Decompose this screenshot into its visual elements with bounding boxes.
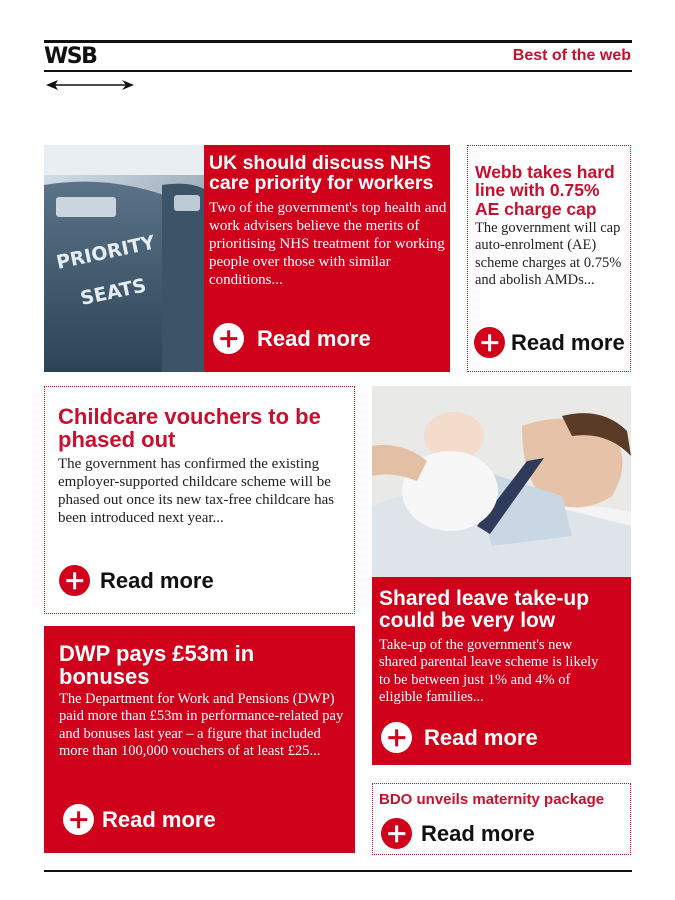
read-more-button[interactable] [381,818,535,849]
article-card-webb [467,145,631,372]
read-more-label: Read more [511,329,625,355]
image-text-seats: SEATS [78,274,149,310]
article-summary: The government has confirmed the existing employer-supported childcare scheme will be phased out once its new tax-free childcare has been introduced next year... [58,456,335,526]
article-title[interactable]: Childcare vouchers to be phased out [58,404,321,453]
arrow-icon [44,78,136,92]
read-more-label: Read more [102,806,216,832]
article-title[interactable]: BDO unveils maternity package [379,791,605,808]
read-more-button[interactable] [213,323,371,354]
read-more-button[interactable] [59,565,214,596]
plus-icon [63,804,94,835]
article-title[interactable]: Shared leave take-up could be very low [379,587,590,633]
header-bottom-rule [44,70,632,72]
plus-icon [381,818,412,849]
article-summary: Take-up of the government's new shared parental leave scheme is likely to be between just 1% and 4% of eligible families... [379,637,599,706]
article-card-bdo [372,783,631,855]
read-more-label: Read more [100,567,214,593]
header-top-rule [44,40,632,43]
priority-seats-image[interactable] [44,145,204,372]
read-more-label: Read more [424,724,538,750]
plus-icon [474,327,505,358]
plus-icon [381,722,412,753]
footer-rule [44,870,632,872]
article-summary: The government will cap auto-enrolment (AE) scheme charges at 0.75% and abolish AMDs... [475,220,622,289]
read-more-label: Read more [257,325,371,351]
plus-icon [59,565,90,596]
wsb-logo: WSB [44,44,97,69]
plus-icon [213,323,244,354]
article-summary: Two of the government's top health and work advisers believe the merits of prioritising NHS treatment for working people over those with similar conditions... [209,200,447,288]
article-card-childcare [44,386,355,614]
article-title[interactable]: Webb takes hard line with 0.75% AE charge cap [475,162,615,219]
article-card-nhs [204,145,450,372]
best-of-web-tagline: Best of the web [512,47,631,64]
father-baby-image[interactable] [372,386,631,577]
article-title[interactable]: UK should discuss NHS care priority for workers [209,152,434,195]
image-text-priority: PRIORITY [54,231,158,274]
article-card-dwp [44,626,355,853]
read-more-label: Read more [421,820,535,846]
article-summary: The Department for Work and Pensions (DWP) paid more than £53m in performance-related pay and bonuses last year – a figure that included more than 100,000 vouchers of at least £25... [59,691,344,760]
article-card-shared-leave [372,577,631,765]
read-more-button[interactable] [474,327,625,358]
read-more-button[interactable] [63,804,216,835]
read-more-button[interactable] [381,722,538,753]
article-title[interactable]: DWP pays £53m in bonuses [59,641,255,690]
